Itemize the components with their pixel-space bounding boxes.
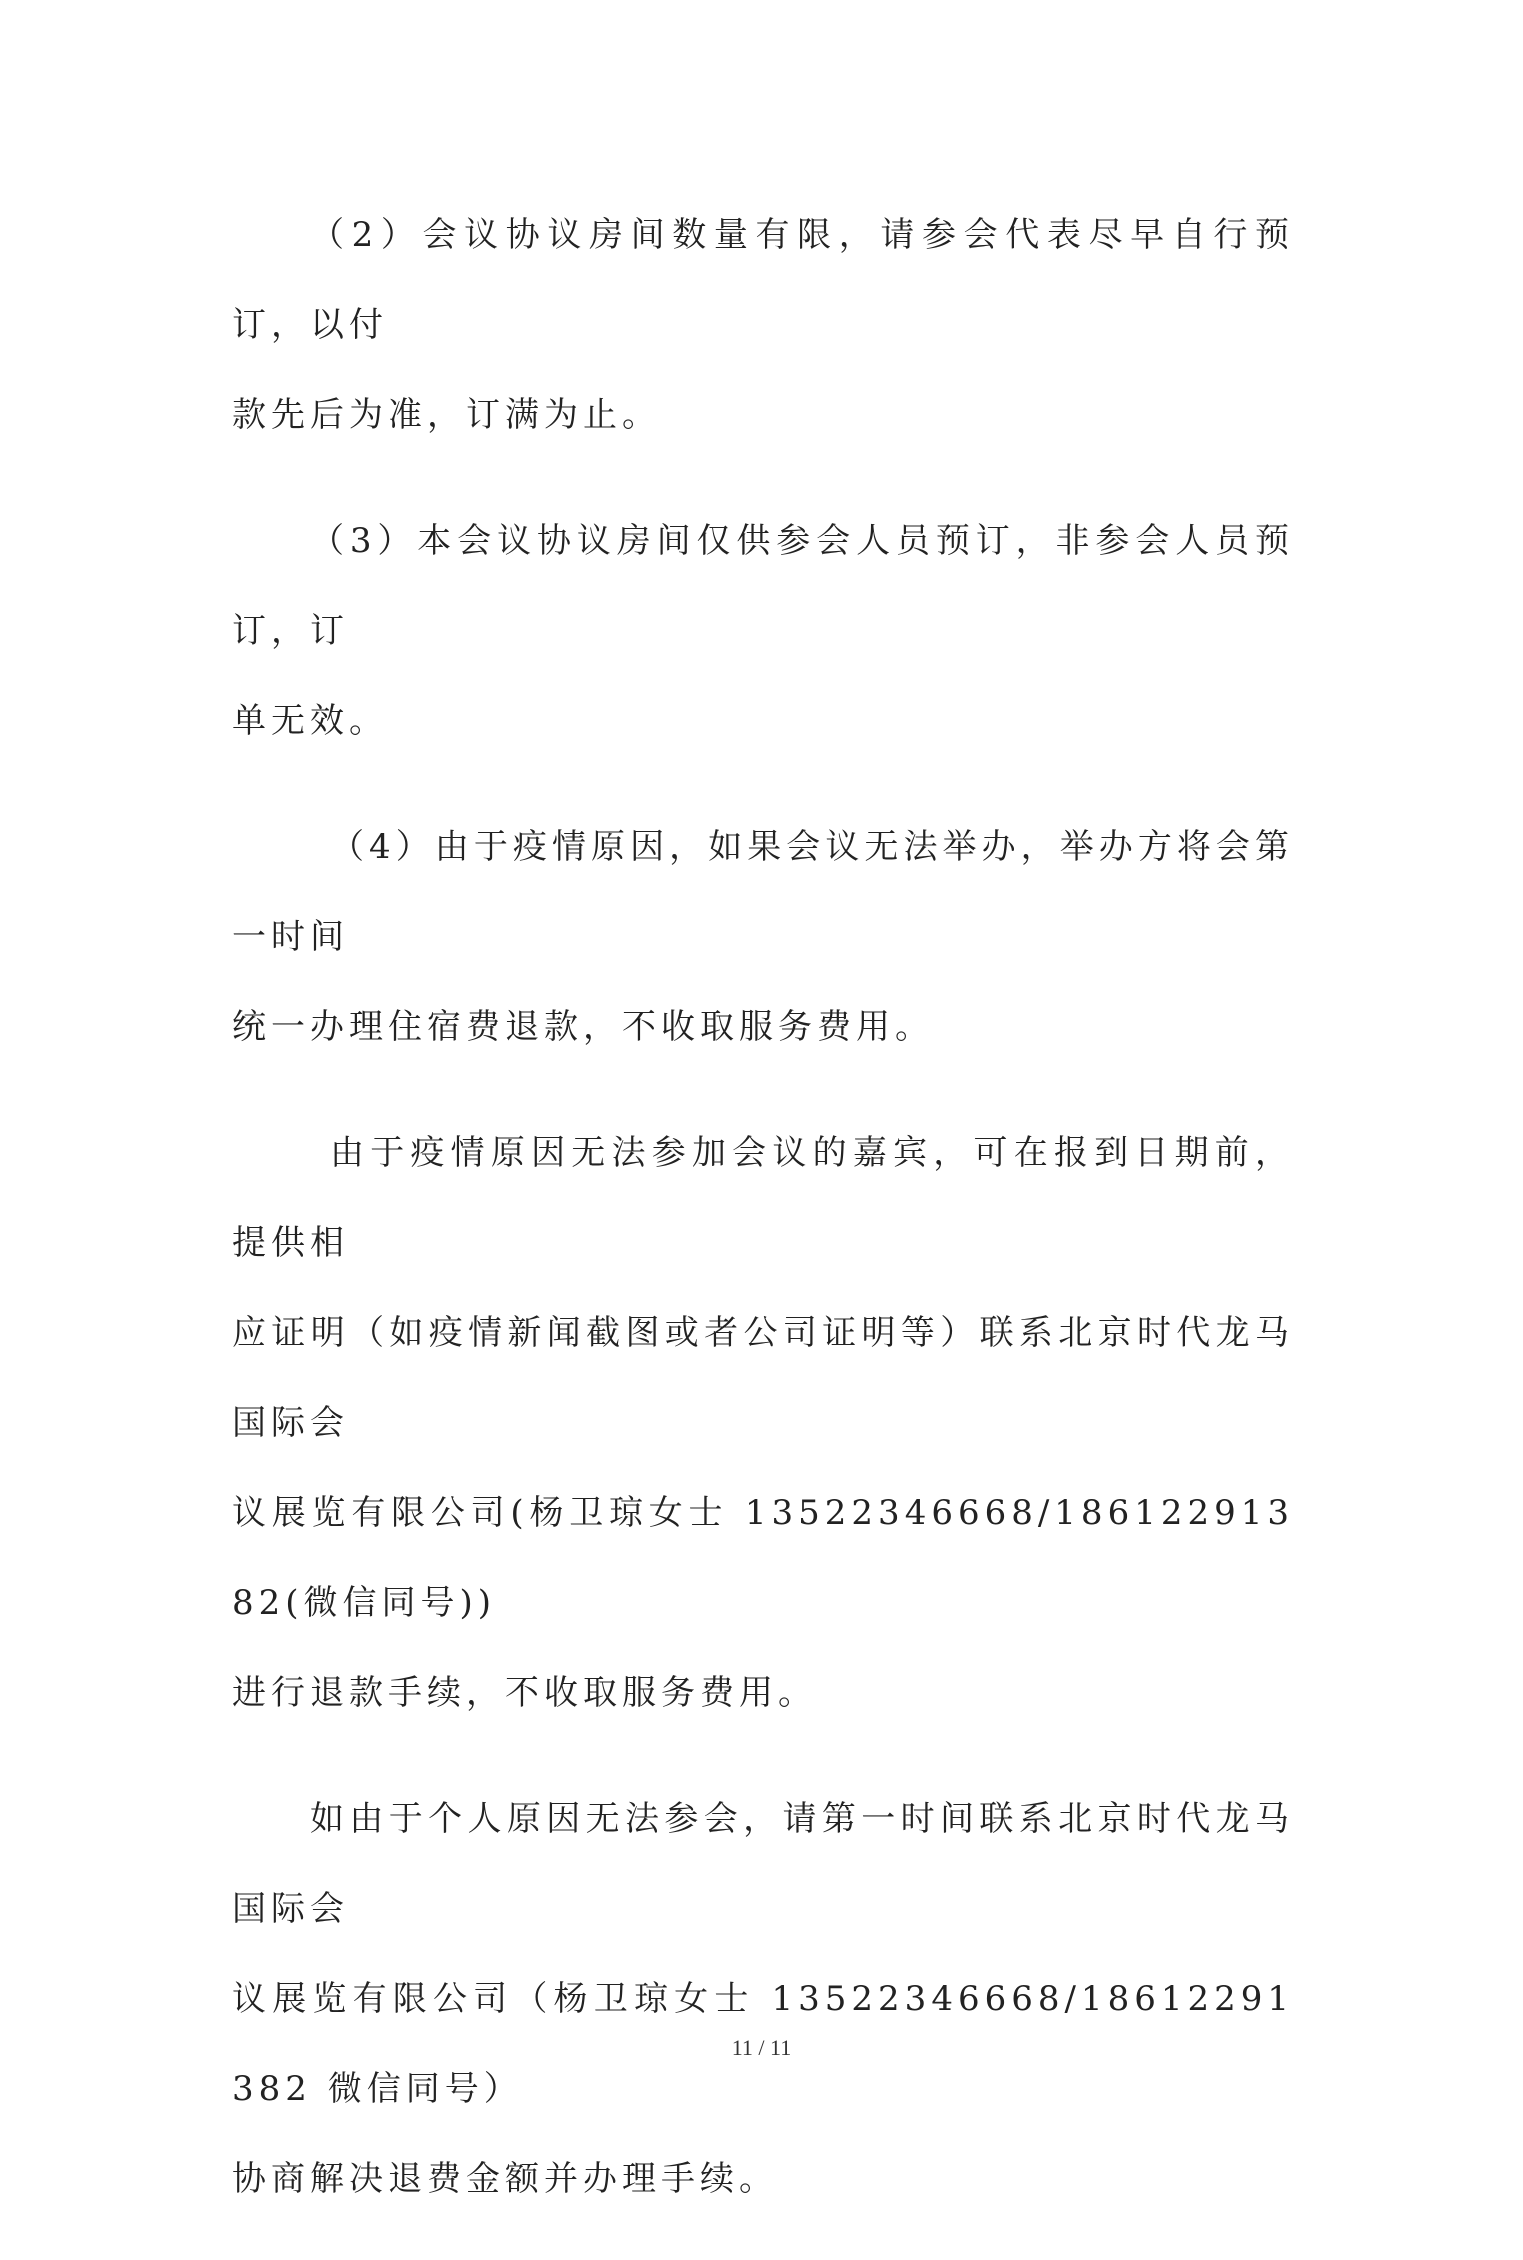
paragraph-line: 单无效。	[232, 701, 388, 741]
paragraph-line: 协商解决退费金额并办理手续。	[232, 2159, 778, 2199]
paragraph-line: 如由于个人原因无法参会，请第一时间联系北京时代龙马国际会	[232, 1799, 1294, 1929]
paragraph-guest-refund	[232, 1108, 1294, 1738]
paragraph-line: 统一办理住宿费退款，不收取服务费用。	[232, 1007, 934, 1047]
page-number: 11 / 11	[731, 2035, 792, 2060]
paragraph-line: 款先后为准，订满为止。	[232, 395, 661, 435]
paragraph-line: 应证明（如疫情新闻截图或者公司证明等）联系北京时代龙马国际会	[232, 1313, 1294, 1443]
paragraph-line: 进行退款手续，不收取服务费用。	[232, 1673, 817, 1713]
document-body	[232, 190, 1294, 2260]
paragraph-epidemic-refund	[232, 802, 1294, 1072]
paragraph-line: （2）会议协议房间数量有限，请参会代表尽早自行预订，以付	[232, 215, 1294, 345]
paragraph-attendee-only	[232, 496, 1294, 766]
paragraph-line: 由于疫情原因无法参加会议的嘉宾，可在报到日期前，提供相	[232, 1133, 1294, 1263]
paragraph-line: 议展览有限公司(杨卫琼女士 13522346668/18612291382(微信同号))	[232, 1493, 1294, 1623]
paragraph-line: 议展览有限公司（杨卫琼女士 13522346668/18612291382 微信同号）	[232, 1979, 1294, 2109]
paragraph-room-limit	[232, 190, 1294, 460]
paragraph-line: （4）由于疫情原因，如果会议无法举办，举办方将会第一时间	[232, 827, 1294, 957]
paragraph-personal-refund	[232, 1774, 1294, 2224]
paragraph-line: （3）本会议协议房间仅供参会人员预订，非参会人员预订，订	[232, 521, 1294, 651]
